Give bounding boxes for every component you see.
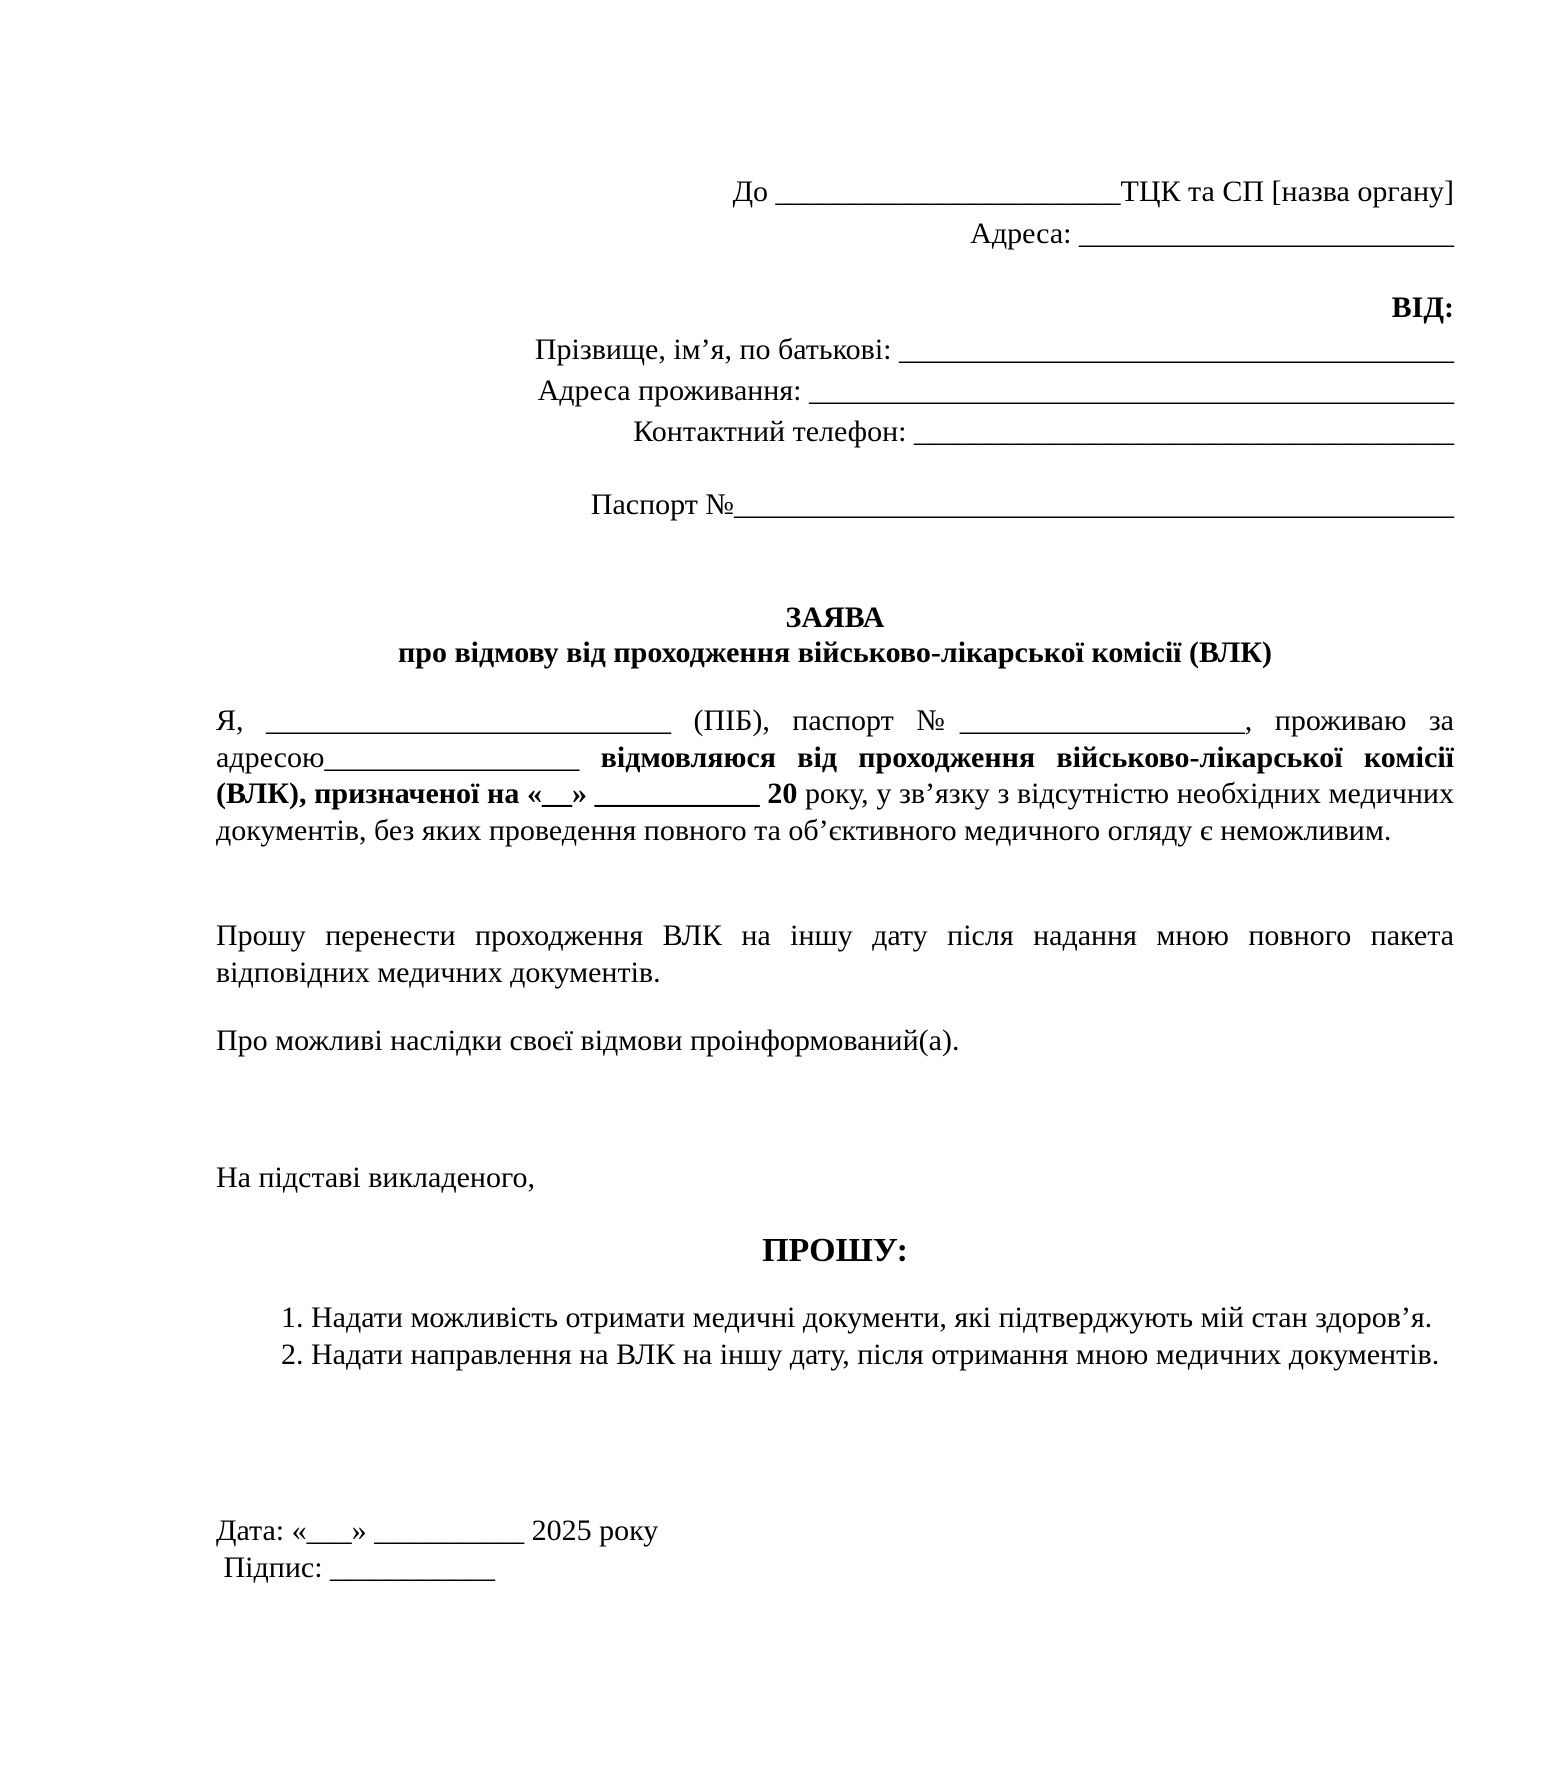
- refusal-text-end: року, у зв’язку з відсутністю необхідних медичних документів, без яких проведення повного та об’єктивного медичного огляду є неможливим.: [216, 777, 1454, 847]
- addressee-line: До _______________________ТЦК та СП [назва органу]: [732, 175, 1454, 208]
- paragraph-reschedule: Прошу перенести проходження ВЛК на іншу дату після надання мною повного пакета відповідних медичних документів.: [216, 919, 1454, 989]
- full-name-line: Прізвище, ім’я, по батькові: _____________________________________: [534, 333, 1454, 366]
- residence-address-line: Адреса проживання: ___________________________________________: [537, 374, 1454, 407]
- list-item: 1. Надати можливість отримати медичні документи, які підтверджують мій стан здоров’я.: [311, 1299, 1461, 1336]
- date-line: Дата: «___» __________ 2025 року: [216, 1514, 659, 1547]
- addressee-address-line: Адреса: _________________________: [970, 217, 1454, 250]
- paragraph-informed: Про можливі наслідки своєї відмови проінформований(а).: [216, 1024, 960, 1057]
- document-title: ЗАЯВА: [785, 601, 885, 634]
- list-item: 2. Надати направлення на ВЛК на іншу дату, після отримання мною медичних документів.: [311, 1336, 1461, 1373]
- request-list: [216, 1299, 1461, 1373]
- refusal-text-bold: відмовляюся від проходження військово-лікарської комісії (ВЛК), призначеної на «__» ___________ 20: [216, 740, 1454, 810]
- request-heading: ПРОШУ:: [762, 1232, 908, 1269]
- from-label: ВІД:: [1391, 291, 1454, 324]
- document-subtitle: про відмову від проходження військово-лікарської комісії (ВЛК): [398, 636, 1272, 669]
- phone-line: Контактний телефон: ____________________________________: [633, 415, 1454, 448]
- signature-line: Підпис: ___________: [216, 1551, 496, 1584]
- refusal-text-start: Я, ___________________________ (ПІБ), паспорт №___________________, проживаю за адресою_________________: [216, 704, 1454, 774]
- paragraph-refusal: [216, 703, 1454, 849]
- passport-line: Паспорт №________________________________________________: [590, 488, 1454, 521]
- paragraph-basis: На підставі викладеного,: [216, 1161, 536, 1194]
